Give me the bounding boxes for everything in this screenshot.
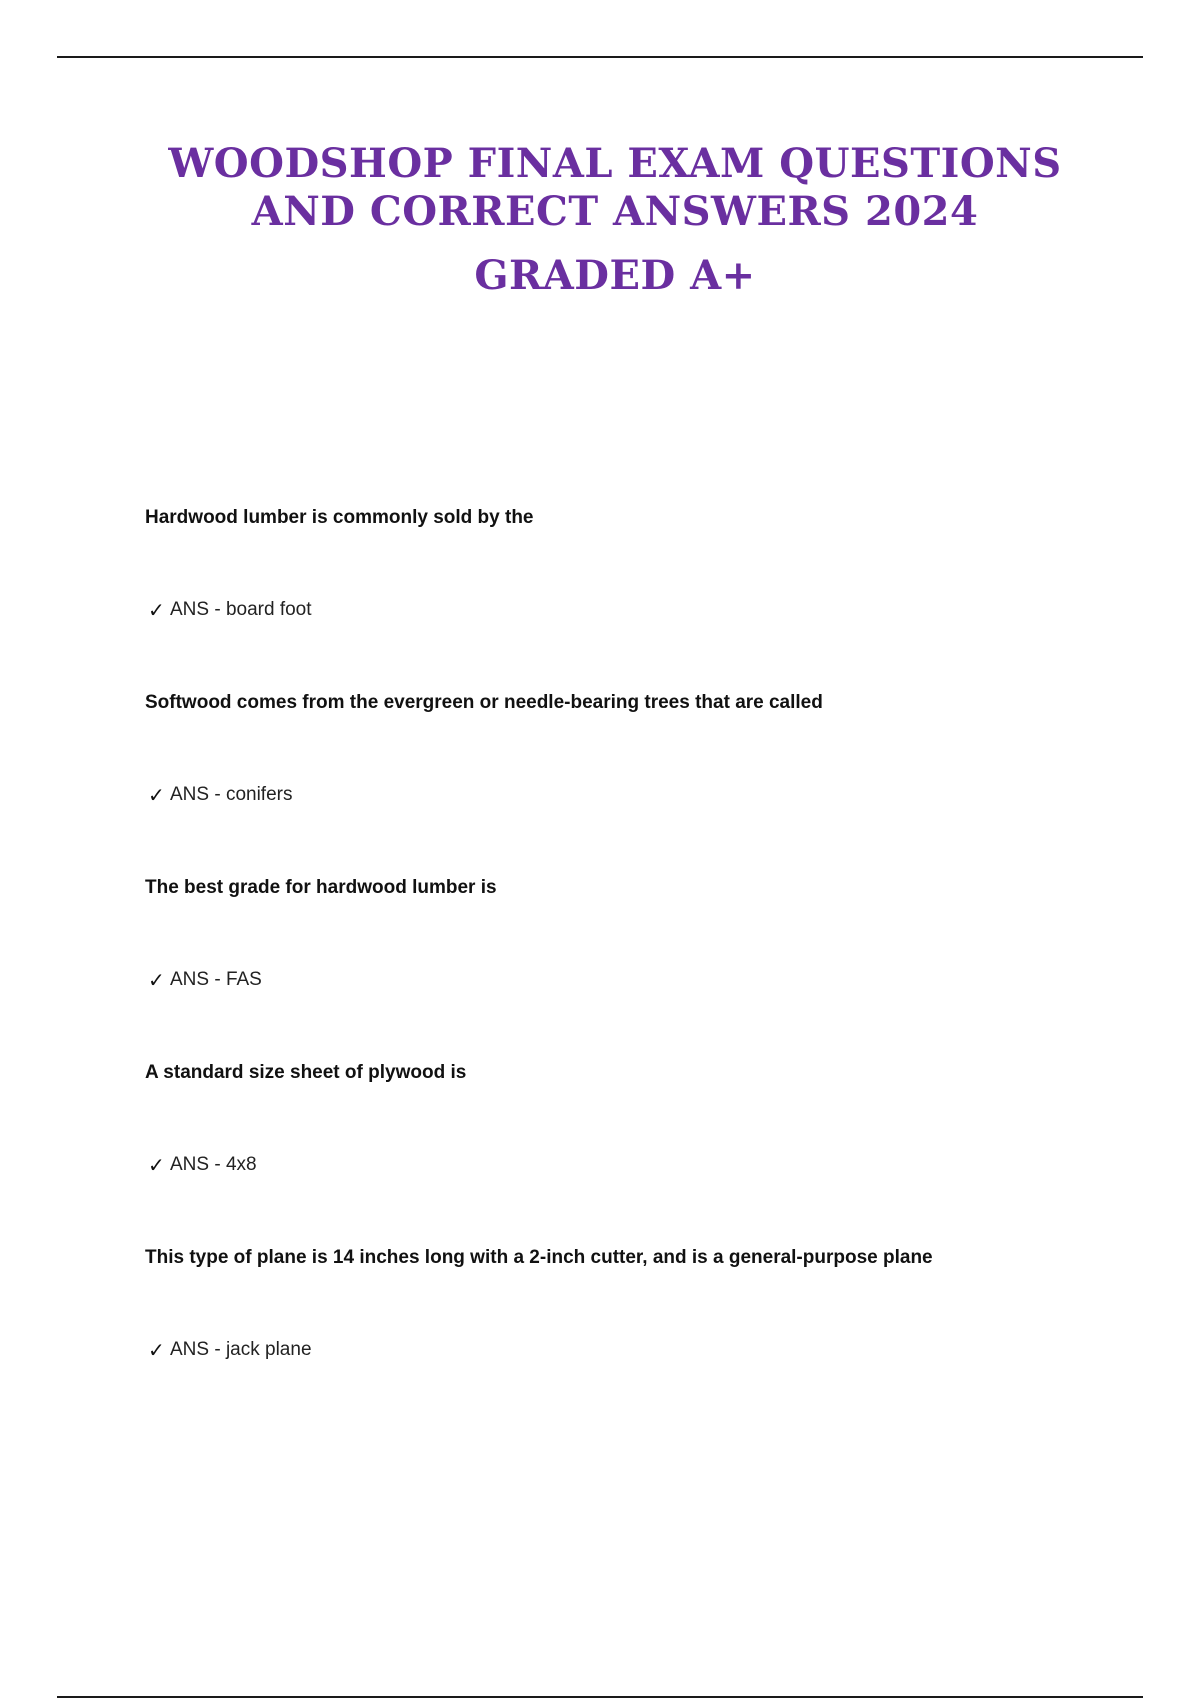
answer-row	[148, 783, 292, 807]
answer-row	[148, 1338, 312, 1362]
answer-text: ANS - FAS	[170, 969, 262, 990]
title-line-2: AND CORRECT ANSWERS 2024	[251, 188, 979, 235]
answer-row	[148, 968, 262, 992]
question-item	[145, 1055, 1145, 1240]
question-item	[145, 500, 1145, 685]
question-text: Softwood comes from the evergreen or needle-bearing trees that are called	[145, 692, 823, 713]
check-icon: ✓	[148, 1338, 165, 1362]
answer-text: ANS - board foot	[170, 599, 312, 620]
check-icon: ✓	[148, 1153, 165, 1177]
bottom-rule	[57, 1696, 1143, 1698]
check-icon: ✓	[148, 783, 165, 807]
answer-text: ANS - jack plane	[170, 1339, 312, 1360]
question-text: The best grade for hardwood lumber is	[145, 877, 497, 898]
document-title	[0, 140, 1200, 300]
check-icon: ✓	[148, 968, 165, 992]
answer-text: ANS - 4x8	[170, 1154, 257, 1175]
answer-row	[148, 1153, 257, 1177]
question-list	[145, 500, 1145, 1425]
answer-row	[148, 598, 312, 622]
check-icon: ✓	[148, 598, 165, 622]
question-text: Hardwood lumber is commonly sold by the	[145, 507, 534, 528]
question-item	[145, 1240, 1145, 1425]
title-line-3: GRADED A+	[474, 252, 756, 299]
answer-text: ANS - conifers	[170, 784, 293, 805]
title-line-1: WOODSHOP FINAL EXAM QUESTIONS	[168, 140, 1062, 187]
question-item	[145, 685, 1145, 870]
question-text: This type of plane is 14 inches long with a 2-inch cutter, and is a general-purpose plane	[145, 1247, 933, 1268]
top-rule	[57, 56, 1143, 58]
question-text: A standard size sheet of plywood is	[145, 1062, 467, 1083]
question-item	[145, 870, 1145, 1055]
